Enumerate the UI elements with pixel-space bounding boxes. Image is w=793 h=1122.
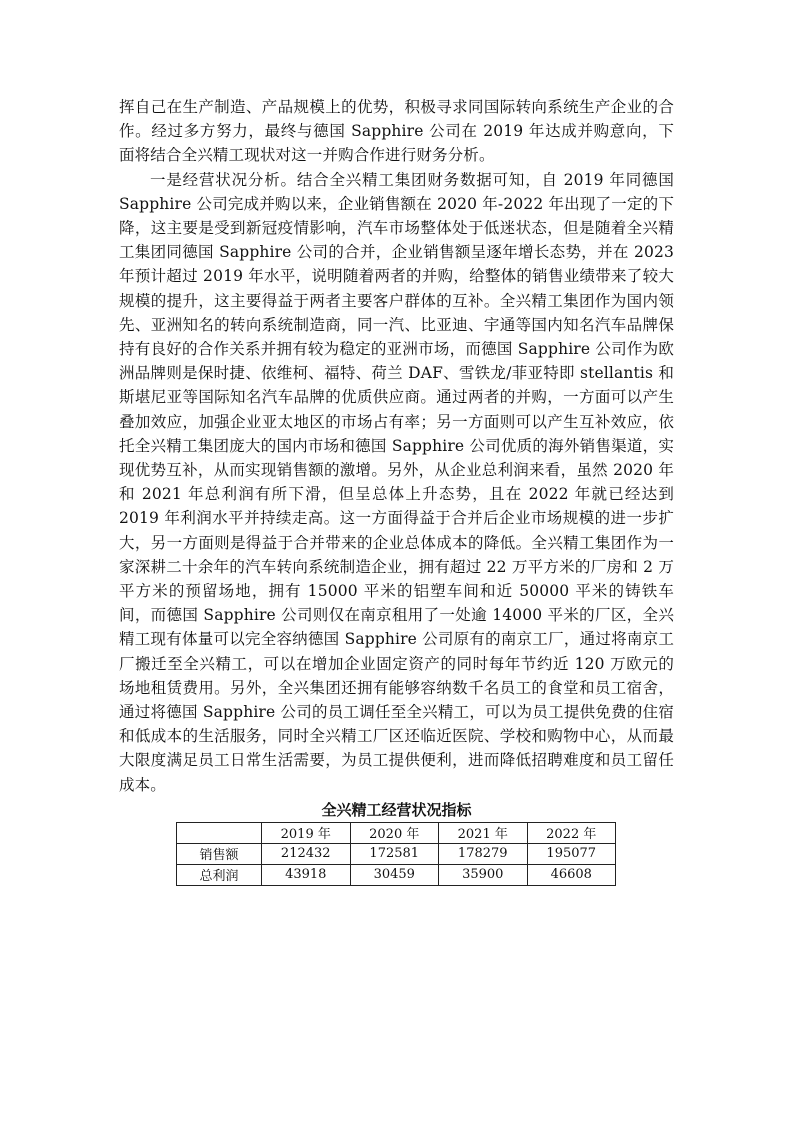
- table-cell: 178279: [439, 843, 528, 864]
- table-title: 全兴精工经营状况指标: [321, 800, 472, 819]
- table-corner-cell: [177, 822, 262, 843]
- table-cell: 30459: [350, 864, 439, 885]
- table-row: [177, 843, 616, 864]
- table-cell: 46608: [527, 864, 616, 885]
- document-page: [119, 95, 674, 886]
- table-cell: 35900: [439, 864, 528, 885]
- operations-table: [176, 822, 616, 886]
- table-row-label: 销售额: [177, 843, 262, 864]
- table-cell: 43918: [262, 864, 351, 885]
- table-header-cell: 2021 年: [439, 822, 528, 843]
- table-row-label: 总利润: [177, 864, 262, 885]
- body-paragraph-1: 挥自己在生产制造、产品规模上的优势，积极寻求同国际转向系统生产企业的合作。经过多方努力，最终与德国 Sapphire 公司在 2019 年达成并购意向，下面将结合全兴精工现状对这一并购合作进行财务分析。: [119, 98, 674, 165]
- table-cell: 195077: [527, 843, 616, 864]
- table-cell: 172581: [350, 843, 439, 864]
- table-header-cell: 2020 年: [350, 822, 439, 843]
- table-cell: 212432: [262, 843, 351, 864]
- table-header-cell: 2022 年: [527, 822, 616, 843]
- table-header-row: [177, 822, 616, 843]
- body-paragraph-2: 一是经营状况分析。结合全兴精工集团财务数据可知，自 2019 年同德国 Sapphire 公司完成并购以来，企业销售额在 2020 年-2022 年出现了一定的下降，这主要是受到新冠疫情影响，汽车市场整体处于低迷状态，但是随着全兴精工集团同德国 Sapphire 公司的合并，企业销售额呈逐年增长态势，并在 2023 年预计超过 2019 年水平，说明随着两者的并购，给整体的销售业绩带来了较大规模的提升，这主要得益于两者主要客户群体的互补。全兴精工集团作为国内领先、亚洲知名的转向系统制造商，同一汽、比亚迪、宇通等国内知名汽车品牌保持有良好的合作关系并拥有较为稳定的亚洲市场，而德国 Sapphire 公司作为欧洲品牌则是保时捷、依维柯、福特、荷兰 DAF、雪铁龙/菲亚特即 stellantis 和斯堪尼亚等国际知名汽车品牌的优质供应商。通过两者的并购，一方面可以产生叠加效应，加强企业亚太地区的市场占有率；另一方面则可以产生互补效应，依托全兴精工集团庞大的国内市场和德国 Sapphire 公司优质的海外销售渠道，实现优势互补，从而实现销售额的激增。另外，从企业总利润来看，虽然 2020 年和 2021 年总利润有所下滑，但呈总体上升态势，且在 2022 年就已经达到 2019 年利润水平并持续走高。这一方面得益于合并后企业市场规模的进一步扩大，另一方面则是得益于合并带来的企业总体成本的降低。全兴精工集团作为一家深耕二十余年的汽车转向系统制造企业，拥有超过 22 万平方米的厂房和 2 万平方米的预留场地，拥有 15000 平米的铝塑车间和近 50000 平米的铸铁车间，而德国 Sapphire 公司则仅在南京租用了一处逾 14000 平米的厂区，全兴精工现有体量可以完全容纳德国 Sapphire 公司原有的南京工厂，通过将南京工厂搬迁至全兴精工，可以在增加企业固定资产的同时每年节约近 120 万欧元的场地租赁费用。另外，全兴集团还拥有能够容纳数千名员工的食堂和员工宿舍，通过将德国 Sapphire 公司的员工调任至全兴精工，可以为员工提供免费的住宿和低成本的生活服务，同时全兴精工厂区还临近医院、学校和购物中心，从而最大限度满足员工日常生活需要，为员工提供便利，进而降低招聘难度和员工留任成本。: [119, 170, 674, 794]
- table-row: [177, 864, 616, 885]
- table-header-cell: 2019 年: [262, 822, 351, 843]
